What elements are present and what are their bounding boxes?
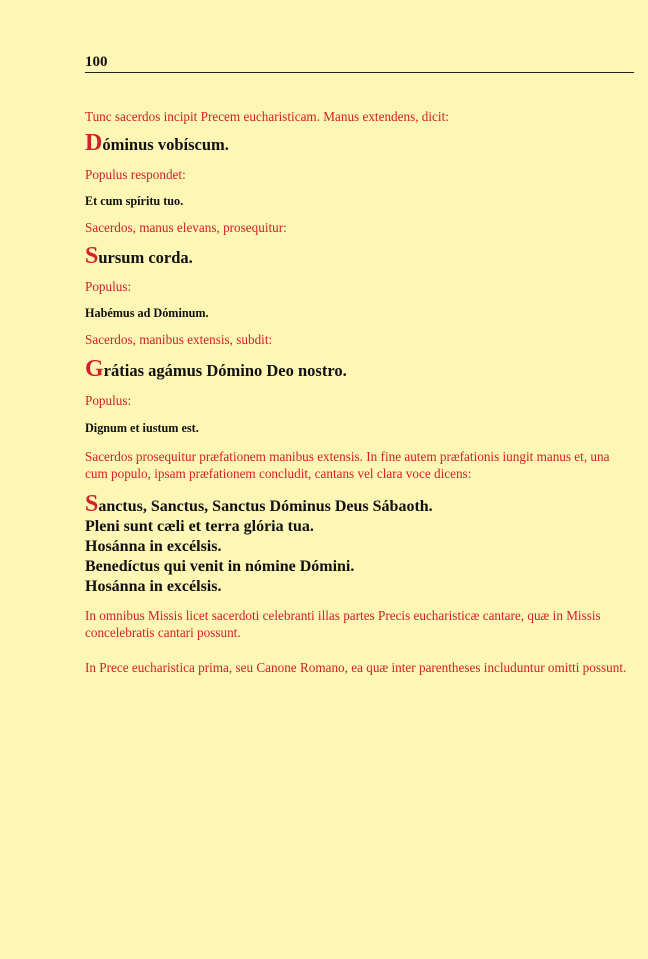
drop-initial-s: S <box>85 491 99 517</box>
dialogue-dominus-vobiscum <box>85 130 635 156</box>
rubric-concelebratis: In omnibus Missis licet sacerdoti celebranti illas partes Precis eucharisticæ cantare, quæ in Missis concelebratis cantari possunt. <box>85 608 601 640</box>
sanctus-text: anctus, Sanctus, Sanctus Dóminus Deus Sábaoth. <box>98 498 433 515</box>
rubric-intro: Tunc sacerdos incipit Precem eucharisticam. Manus extendens, dicit: <box>85 109 449 124</box>
sanctus-line: Hosánna in excélsis. <box>85 538 222 555</box>
dialogue-gratias-agamus <box>85 356 635 382</box>
dialogue-text: ursum corda. <box>98 248 193 267</box>
rubric-canone-romano: In Prece eucharistica prima, seu Canone Romano, ea quæ inter parentheses includuntur omitti possunt. <box>85 660 627 675</box>
response-habemus: Habémus ad Dóminum. <box>85 306 209 320</box>
response-dignum: Dignum et iustum est. <box>85 421 199 435</box>
drop-initial-d: D <box>85 130 103 156</box>
rubric-praefatio: Sacerdos prosequitur præfationem manibus extensis. In fine autem præfationis iungit manus et, una cum populo, ipsam præfationem concludit, cantans vel clara voce dicens: <box>85 449 610 481</box>
sanctus-line <box>85 491 635 517</box>
page-number: 100 <box>85 54 108 70</box>
page-body <box>85 108 635 676</box>
sanctus-line: Pleni sunt cæli et terra glória tua. <box>85 518 314 535</box>
dialogue-sursum-corda <box>85 243 635 269</box>
response-et-cum-spiritu: Et cum spíritu tuo. <box>85 194 184 208</box>
rubric-manus-elevans: Sacerdos, manus elevans, prosequitur: <box>85 220 287 235</box>
sanctus-hymn <box>85 491 635 597</box>
sanctus-line: Hosánna in excélsis. <box>85 578 222 595</box>
sanctus-line: Benedíctus qui venit in nómine Dómini. <box>85 558 355 575</box>
rubric-manibus-extensis: Sacerdos, manibus extensis, subdit: <box>85 332 273 347</box>
header-rule <box>85 72 634 73</box>
dialogue-text: óminus vobíscum. <box>102 135 229 154</box>
rubric-populus-respondet: Populus respondet: <box>85 167 186 182</box>
rubric-populus-2: Populus: <box>85 393 132 408</box>
rubric-populus: Populus: <box>85 279 132 294</box>
drop-initial-s: S <box>85 243 99 269</box>
drop-initial-g: G <box>85 356 104 382</box>
dialogue-text: rátias agámus Dómino Deo nostro. <box>103 361 347 380</box>
